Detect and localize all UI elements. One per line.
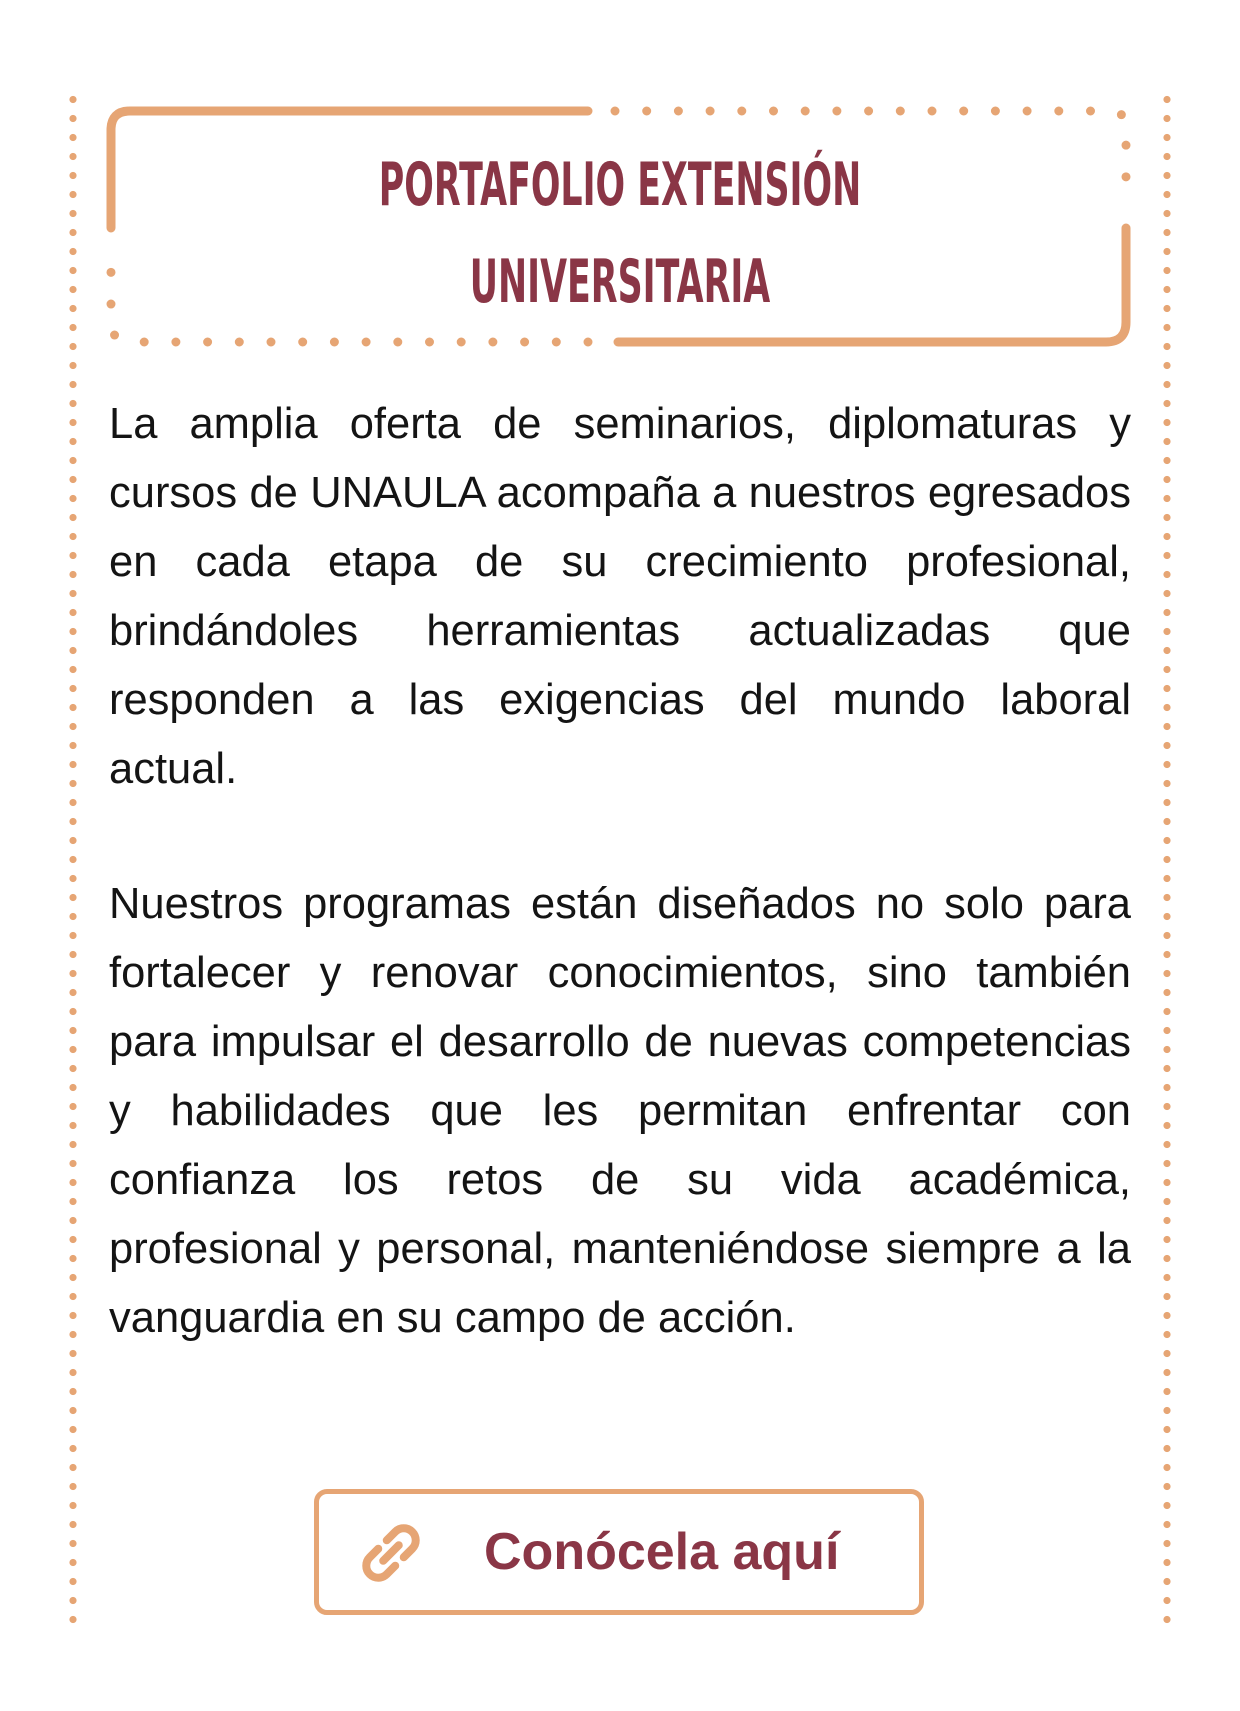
conocela-aqui-label: Conócela aquí — [484, 1523, 840, 1581]
intro-paragraph: La amplia oferta de seminarios, diplomaturas y cursos de UNAULA acompaña a nuestros egresados en cada etapa de su crecimiento profesional, brindándoles herramientas actualizadas que responden a las exigencias del mundo laboral actual. — [109, 400, 1131, 793]
link-icon — [352, 1514, 430, 1592]
page-title-line-1: PORTAFOLIO EXTENSIÓN — [378, 150, 862, 220]
conocela-aqui-button[interactable] — [314, 1489, 924, 1615]
programs-paragraph: Nuestros programas están diseñados no solo para fortalecer y renovar conocimientos, sino también para impulsar el desarrollo de nuevas competencias y habilidades que les permitan enfrentar con confianza los retos de su vida académica, profesional y personal, manteniéndose siempre a la vanguardia en su campo de acción. — [109, 880, 1131, 1342]
page-title-line-2: UNIVERSITARIA — [469, 247, 771, 317]
